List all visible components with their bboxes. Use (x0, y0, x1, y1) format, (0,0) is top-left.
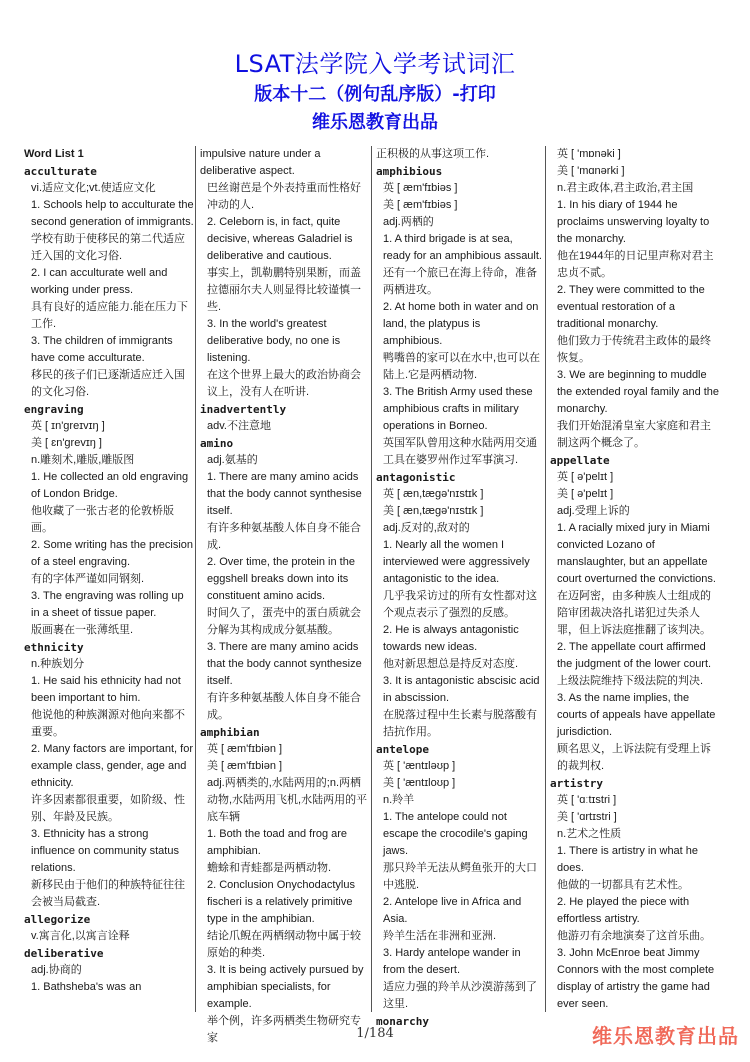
publisher-line: 维乐恩教育出品 (312, 112, 438, 133)
entry-line: 2. Over time, the protein in the eggshell breaks down into its constituent amino acids. (207, 556, 355, 602)
entry-line: vi.适应文化;vt.使适应文化 (31, 182, 156, 194)
document-subtitle: 版本十二（例句乱序版）-打印 (254, 84, 496, 105)
entry-line: 他在1944年的日记里声称对君主忠贞不贰。 (557, 250, 714, 279)
entry-line: 英国军队曾用这种水陆两用交通工具在婆罗州作过军事演习. (383, 437, 537, 466)
vocab-headword: antelope (376, 743, 429, 756)
vocab-headword: amino (200, 437, 234, 450)
entry-line: 2. They were committed to the eventual restoration of a traditional monarchy. (557, 284, 705, 330)
column-2 (200, 146, 368, 1044)
entry-line: 1. There is artistry in what he does. (557, 845, 699, 874)
entry-line: 事实上，凯勒鹏特别果断，而盖拉德丽尔夫人则显得比较谨慎一些. (207, 267, 361, 313)
entry-line: 3. Ethnicity has a strong influence on community status relations. (31, 828, 179, 874)
entry-line: 3. The children of immigrants have come acculturate. (31, 335, 173, 364)
entry-line: 许多因素都很重要，如阶级、性别、年龄及民族。 (31, 794, 185, 823)
entry-line: impulsive nature under a deliberative aspect. (200, 148, 321, 177)
vocab-headword: engraving (24, 403, 84, 416)
entry-line: 适应力强的羚羊从沙漠游荡到了这里. (383, 981, 537, 1010)
entry-line: adv.不注意地 (207, 420, 271, 432)
entry-line: n.羚羊 (383, 794, 415, 806)
entry-line: 美 [ ɛn'grevɪŋ ] (31, 437, 102, 449)
entry-line: 1. He said his ethnicity had not been important to him. (31, 675, 181, 704)
entry-line: 在这个世界上最大的政治协商会议上，没有人在听讲. (207, 369, 361, 398)
entry-line: 3. As the name implies, the courts of appeals have appellate jurisdiction. (557, 692, 716, 738)
entry-line: n.雕刻术,雕版,雕版图 (31, 454, 135, 466)
entry-line: 3. We are beginning to muddle the extended royal family and the monarchy. (557, 369, 720, 415)
vocab-headword: amphibious (376, 165, 443, 178)
entry-line: 巴丝谢芭是个外表持重而性格好冲动的人. (207, 182, 361, 211)
document-title: LSAT法学院入学考试词汇 (234, 50, 516, 78)
entry-line: n.艺术之性质 (557, 828, 622, 840)
entry-line: 他们致力于传统君主政体的最终恢复。 (557, 335, 711, 364)
entry-line: 新移民由于他们的种族特征往往会被当局截查. (31, 879, 185, 908)
entry-line: 在迈阿密，由多种族人士组成的陪审团裁决洛扎诺犯过失杀人罪，但上诉法庭推翻了该判决。 (557, 590, 711, 636)
vocab-headword: deliberative (24, 947, 104, 960)
entry-line: 3. John McEnroe beat Jimmy Connors with the most complete display of artistry the game had ever seen. (557, 947, 715, 1010)
entry-line: 英 [ æm'fɪbiəs ] (383, 182, 458, 194)
entry-line: 3. It is being actively pursued by amphibian specialists, for example. (207, 964, 364, 1010)
entry-line: 在脱落过程中生长素与脱落酸有拮抗作用。 (383, 709, 537, 738)
entry-line: 那只羚羊无法从鳄鱼张开的大口中逃脱. (383, 862, 537, 891)
entry-line: 他做的一切都具有艺术性。 (557, 879, 689, 891)
column-divider (371, 146, 372, 1012)
entry-line: 上级法院维持下级法院的判决. (557, 675, 704, 687)
entry-line: 我们开始混淆皇室大家庭和君主制这两个概念了。 (557, 420, 711, 449)
entry-line: 美 [ ə'pelɪt ] (557, 488, 614, 500)
entry-line: 几乎我采访过的所有女性都对这个观点表示了强烈的反感。 (383, 590, 537, 619)
entry-line: 美 [ æn,tæɡə'nɪstɪk ] (383, 505, 484, 517)
entry-line: 1. A third brigade is at sea, ready for an amphibious assault. (383, 233, 542, 262)
entry-line: adj.两栖的 (383, 216, 434, 228)
vocab-headword: acculturate (24, 165, 97, 178)
entry-line: 2. At home both in water and on land, the platypus is amphibious. (383, 301, 539, 347)
column-divider (545, 146, 546, 1012)
vocab-headword: amphibian (200, 726, 260, 739)
entry-line: 2. He played the piece with effortless artistry. (557, 896, 690, 925)
entry-line: 具有良好的适应能力.能在压力下工作. (31, 301, 189, 330)
entry-line: adj.反对的,敌对的 (383, 522, 470, 534)
entry-line: 英 [ æn,tæɡə'nɪstɪk ] (383, 488, 484, 500)
entry-line: 顾名思义，上诉法院有受理上诉的裁判权. (557, 743, 711, 772)
entry-line: 有许多种氨基酸人体自身不能合成。 (207, 692, 361, 721)
entry-line: 有的字体严谨如同钢刻. (31, 573, 145, 585)
entry-line: 美 [ 'mɑnərki ] (557, 165, 625, 177)
entry-line: 美 [ æm'fɪbiən ] (207, 760, 283, 772)
entry-line: 美 [ æm'fɪbiəs ] (383, 199, 458, 211)
entry-line: 2. The appellate court affirmed the judgment of the lower court. (557, 641, 712, 670)
entry-line: 羚羊生活在非洲和亚洲. (383, 930, 497, 942)
entry-line: adj.两栖类的,水陆两用的;n.两栖动物,水陆两用飞机,水陆两用的平底车辆 (207, 777, 368, 823)
column-4 (550, 146, 720, 1012)
entry-line: 3. The British Army used these amphibious crafts in military operations in Borneo. (383, 386, 533, 432)
entry-line: 英 [ 'æntɪləʊp ] (383, 760, 456, 772)
entry-line: n.种族划分 (31, 658, 85, 670)
entry-line: 美 [ 'ɑrtɪstri ] (557, 811, 617, 823)
vocab-headword: antagonistic (376, 471, 456, 484)
entry-line: 移民的孩子们已逐渐适应迁入国的文化习俗. (31, 369, 185, 398)
column-divider (195, 146, 196, 1012)
entry-line: 结论爪鲵在两栖纲动物中属于较原始的种类. (207, 930, 361, 959)
entry-line: 2. Conclusion Onychodactylus fischeri is a relatively primitive type in the amphibian. (207, 879, 355, 925)
entry-line: 1. Both the toad and frog are amphibian. (207, 828, 348, 857)
entry-line: 蟾蜍和青蛙都是两栖动物. (207, 862, 332, 874)
entry-line: 1. Schools help to acculturate the second generation of immigrants. (31, 199, 194, 228)
vocab-headword: artistry (550, 777, 603, 790)
word-list-heading: Word List 1 (24, 148, 84, 160)
entry-line: adj.受理上诉的 (557, 505, 630, 517)
entry-line: 正积极的从事这项工作. (376, 148, 490, 160)
entry-line: 3. It is antagonistic abscisic acid in abscission. (383, 675, 540, 704)
entry-line: 英 [ æm'fɪbiən ] (207, 743, 283, 755)
entry-line: 美 [ 'æntɪloʊp ] (383, 777, 456, 789)
entry-line: 2. Some writing has the precision of a steel engraving. (31, 539, 194, 568)
entry-line: 鸭嘴兽的家可以在水中,也可以在陆上.它是两栖动物. (383, 352, 541, 381)
entry-line: 时间久了，蛋壳中的蛋白质就会分解为其构成成分氨基酸。 (207, 607, 361, 636)
vocab-headword: ethnicity (24, 641, 84, 654)
entry-line: 他说他的种族渊源对他向来都不重要。 (31, 709, 185, 738)
entry-line: v.寓言化,以寓言诠释 (31, 930, 130, 942)
vocab-headword: monarchy (376, 1015, 429, 1028)
entry-line: adj.氨基的 (207, 454, 258, 466)
entry-line: 英 [ 'mɒnəki ] (557, 148, 621, 160)
vocab-headword: appellate (550, 454, 610, 467)
entry-line: 1. The antelope could not escape the crocodile's gaping jaws. (383, 811, 528, 857)
vocab-headword: allegorize (24, 913, 91, 926)
entry-line: 1. Bathsheba's was an (31, 981, 142, 993)
page-number: 1/184 (356, 1026, 394, 1041)
entry-line: 他游刃有余地演奏了这首乐曲。 (557, 930, 711, 942)
column-1 (24, 146, 194, 1012)
entry-line: 1. He collected an old engraving of London Bridge. (31, 471, 189, 500)
publisher-watermark: 维乐恩教育出品 (592, 1024, 739, 1048)
entry-line: 还有一个旅已在海上待命，准备两栖进攻。 (383, 267, 537, 296)
entry-line: 1. A racially mixed jury in Miami convicted Lozano of manslaughter, but an appellate court overturned the convictions. (557, 522, 716, 585)
entry-line: 他收藏了一张古老的伦敦桥版画。 (31, 505, 174, 534)
column-3 (376, 146, 542, 1028)
entry-line: 3. The engraving was rolling up in a sheet of tissue paper. (31, 590, 184, 619)
entry-line: n.君主政体,君主政治,君主国 (557, 182, 694, 194)
entry-line: 2. Many factors are important, for example class, gender, age and ethnicity. (31, 743, 194, 789)
entry-line: 1. Nearly all the women I interviewed were aggressively antagonistic to the idea. (383, 539, 530, 585)
entry-line: 3. There are many amino acids that the body cannot synthesize itself. (207, 641, 362, 687)
entry-line: 英 [ ə'pelɪt ] (557, 471, 614, 483)
entry-line: 学校有助于使移民的第二代适应迁入国的文化习俗. (31, 233, 185, 262)
entry-line: 2. Celeborn is, in fact, quite decisive, whereas Galadriel is deliberative and cautious. (207, 216, 353, 262)
vocab-headword: inadvertently (200, 403, 287, 416)
entry-line: 2. He is always antagonistic towards new ideas. (383, 624, 519, 653)
entry-line: 3. Hardy antelope wander in from the desert. (383, 947, 521, 976)
entry-line: 举个例，许多两栖类生物研究专家 (207, 1015, 361, 1044)
entry-line: 1. There are many amino acids that the body cannot synthesise itself. (207, 471, 362, 517)
entry-line: 3. In the world's greatest deliberative body, no one is listening. (207, 318, 341, 364)
entry-line: 有许多种氨基酸人体自身不能合成. (207, 522, 361, 551)
entry-line: 他对新思想总是持反对态度. (383, 658, 519, 670)
entry-line: 2. Antelope live in Africa and Asia. (383, 896, 522, 925)
entry-line: 英 [ ɪn'greɪvɪŋ ] (31, 420, 105, 432)
entry-line: 版画裹在一张薄纸里. (31, 624, 134, 636)
entry-line: 1. In his diary of 1944 he proclaims unswerving loyalty to the monarchy. (557, 199, 710, 245)
entry-line: 英 [ 'ɑːtɪstri ] (557, 794, 617, 806)
entry-line: 2. I can acculturate well and working under press. (31, 267, 168, 296)
entry-line: adj.协商的 (31, 964, 82, 976)
